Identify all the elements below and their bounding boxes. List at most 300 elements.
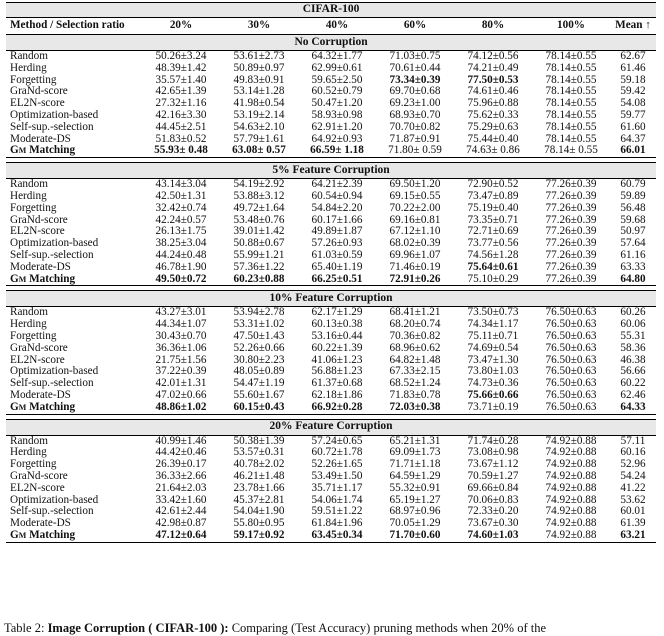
value-cell: 50.38±1.39 (233, 434, 285, 447)
value-cell: 78.14±0.55 (545, 73, 597, 86)
value-cell: 60.54±0.94 (311, 189, 363, 202)
section-heading: 5% Feature Corruption (6, 163, 656, 179)
table-row-ours (6, 530, 656, 542)
value-cell: 64.59±1.29 (389, 469, 441, 482)
value-cell: 49.89±1.87 (311, 225, 363, 238)
value-cell: 76.50±0.63 (545, 329, 597, 342)
value-cell: 71.71±1.18 (389, 458, 441, 471)
value-cell: 57.26±0.93 (311, 237, 363, 250)
mean-cell: 53.62 (620, 493, 646, 506)
mean-cell: 64.33 (610, 402, 656, 414)
value-cell: 42.01±1.31 (155, 377, 207, 390)
value-cell: 39.01±1.42 (233, 225, 285, 238)
value-cell: 75.64±0.61 (467, 260, 519, 273)
value-cell: 74.12±0.56 (467, 50, 519, 62)
value-cell: 68.20±0.74 (389, 318, 441, 331)
caption-bold: Image Corruption ( CIFAR-100 ): (47, 621, 229, 635)
value-cell: 60.52±0.79 (311, 85, 363, 98)
value-cell: 69.09±1.73 (389, 446, 441, 459)
value-cell: 74.92±0.88 (545, 505, 597, 518)
value-cell: 49.83±0.91 (233, 73, 285, 86)
value-cell: 76.50±0.63 (545, 365, 597, 378)
value-cell: 66.59± 1.18 (298, 145, 376, 157)
value-cell: 53.31±1.02 (233, 318, 285, 331)
value-cell: 77.50±0.53 (467, 73, 519, 86)
section-heading-row (6, 163, 656, 179)
value-cell: 68.93±0.70 (389, 108, 441, 121)
value-cell: 74.92±0.88 (545, 458, 597, 471)
value-cell: 61.84±1.96 (311, 517, 363, 530)
value-cell: 42.98±0.87 (155, 517, 207, 530)
value-cell: 76.50±0.63 (545, 318, 597, 331)
value-cell: 54.19±2.92 (233, 178, 285, 191)
value-cell: 43.27±3.01 (155, 306, 207, 319)
table-row-ours (6, 145, 656, 157)
value-cell: 23.78±1.66 (233, 481, 285, 494)
value-cell: 74.34±1.17 (467, 318, 519, 331)
method-cell: Self-sup.-selection (10, 505, 94, 518)
value-cell: 37.22±0.39 (155, 365, 207, 378)
value-cell: 72.71±0.69 (467, 225, 519, 238)
value-cell: 54.47±1.19 (233, 377, 285, 390)
value-cell: 68.97±0.96 (389, 505, 441, 518)
value-cell: 69.15±0.55 (389, 189, 441, 202)
value-cell: 73.50±0.73 (467, 306, 519, 319)
mean-cell: 63.33 (620, 260, 646, 273)
value-cell: 21.75±1.56 (155, 353, 207, 366)
value-cell: 69.50±1.20 (389, 178, 441, 191)
value-cell: 71.46±0.19 (389, 260, 441, 273)
value-cell: 73.67±1.12 (467, 458, 519, 471)
table-title: CIFAR-100 (6, 3, 656, 18)
column-header: Mean ↑ (610, 18, 656, 35)
method-cell: Moderate-DS (10, 517, 71, 530)
value-cell: 55.60±1.67 (233, 388, 285, 401)
value-cell: 48.86±1.02 (142, 402, 220, 414)
value-cell: 70.22±2.00 (389, 201, 441, 214)
value-cell: 55.32±0.91 (389, 481, 441, 494)
value-cell: 53.88±3.12 (233, 189, 285, 202)
value-cell: 50.89±0.97 (233, 61, 285, 74)
table-row (6, 390, 656, 402)
value-cell: 75.10±0.29 (454, 274, 532, 286)
column-header: 60% (376, 18, 454, 35)
method-cell: Random (10, 50, 48, 62)
mean-cell: 57.64 (620, 237, 646, 250)
value-cell: 65.40±1.19 (311, 260, 363, 273)
value-cell: 50.47±1.20 (311, 97, 363, 110)
value-cell: 42.50±1.31 (155, 189, 207, 202)
results-table (6, 2, 656, 543)
method-abbrev: Gm (10, 272, 27, 285)
section-heading: 10% Feature Corruption (6, 291, 656, 307)
value-cell: 71.03±0.75 (389, 50, 441, 62)
method-cell: Gm Matching (6, 530, 142, 542)
value-cell: 76.50±0.63 (545, 388, 597, 401)
mean-cell: 59.77 (620, 108, 646, 121)
value-cell: 51.83±0.52 (155, 132, 207, 145)
value-cell: 64.21±2.39 (311, 178, 363, 191)
method-cell: EL2N-score (10, 97, 65, 110)
value-cell: 60.17±1.66 (311, 213, 363, 226)
value-cell: 75.96±0.88 (467, 97, 519, 110)
method-cell: Self-sup.-selection (10, 120, 94, 133)
value-cell: 41.06±1.23 (311, 353, 363, 366)
method-cell: Forgetting (10, 329, 57, 342)
value-cell: 55.93± 0.48 (142, 145, 220, 157)
value-cell: 59.65±2.50 (311, 73, 363, 86)
value-cell: 27.32±1.16 (155, 97, 207, 110)
value-cell: 74.21±0.49 (467, 61, 519, 74)
mean-cell: 54.08 (620, 97, 646, 110)
value-cell: 36.36±1.06 (155, 341, 207, 354)
value-cell: 78.14±0.55 (545, 97, 597, 110)
mean-cell: 62.46 (620, 388, 646, 401)
value-cell: 67.33±2.15 (389, 365, 441, 378)
value-cell: 65.21±1.31 (389, 434, 441, 447)
method-cell: Herding (10, 318, 47, 331)
value-cell: 40.99±1.46 (155, 434, 207, 447)
value-cell: 44.24±0.48 (155, 248, 207, 261)
value-cell: 53.14±1.28 (233, 85, 285, 98)
value-cell: 32.42±0.74 (155, 201, 207, 214)
method-abbrev: Gm (10, 528, 27, 541)
value-cell: 30.43±0.70 (155, 329, 207, 342)
mean-cell: 58.36 (620, 341, 646, 354)
value-cell: 55.80±0.95 (233, 517, 285, 530)
value-cell: 64.32±1.77 (311, 50, 363, 62)
value-cell: 62.99±0.61 (311, 61, 363, 74)
value-cell: 46.21±1.48 (233, 469, 285, 482)
caption-text: Comparing (Test Accuracy) pruning methods when 20% of the (228, 621, 547, 635)
method-cell: Herding (10, 61, 47, 74)
value-cell: 74.63± 0.86 (454, 145, 532, 157)
column-header: 30% (220, 18, 298, 35)
method-cell: Optimization-based (10, 493, 99, 506)
value-cell: 78.14±0.55 (545, 85, 597, 98)
value-cell: 66.25±0.51 (298, 274, 376, 286)
mean-cell: 61.39 (620, 517, 646, 530)
mean-cell: 63.21 (610, 530, 656, 542)
section-heading: No Corruption (6, 35, 656, 51)
table-caption (4, 621, 664, 636)
method-cell: Herding (10, 189, 47, 202)
value-cell: 71.70±0.60 (376, 530, 454, 542)
table-row (6, 203, 656, 215)
value-cell: 73.80±1.03 (467, 365, 519, 378)
value-cell: 77.26±0.39 (545, 201, 597, 214)
value-cell: 64.92±0.93 (311, 132, 363, 145)
value-cell: 78.14±0.55 (545, 132, 597, 145)
column-header: 40% (298, 18, 376, 35)
value-cell: 57.36±1.22 (233, 260, 285, 273)
value-cell: 62.18±1.86 (311, 388, 363, 401)
mean-cell: 64.37 (620, 132, 646, 145)
value-cell: 26.13±1.75 (155, 225, 207, 238)
value-cell: 68.96±0.62 (389, 341, 441, 354)
value-cell: 63.45±0.34 (298, 530, 376, 542)
value-cell: 75.19±0.40 (467, 201, 519, 214)
value-cell: 77.26±0.39 (545, 178, 597, 191)
column-header: Method / Selection ratio (6, 18, 142, 35)
section-heading-row (6, 291, 656, 307)
value-cell: 44.45±2.51 (155, 120, 207, 133)
column-header: 100% (532, 18, 610, 35)
value-cell: 73.35±0.71 (467, 213, 519, 226)
value-cell: 74.92±0.88 (545, 446, 597, 459)
table-row (6, 122, 656, 134)
value-cell: 44.34±1.07 (155, 318, 207, 331)
method-cell: Forgetting (10, 201, 57, 214)
value-cell: 42.65±1.39 (155, 85, 207, 98)
value-cell: 60.13±0.38 (311, 318, 363, 331)
method-cell: Optimization-based (10, 108, 99, 121)
value-cell: 74.92±0.88 (545, 434, 597, 447)
value-cell: 57.24±0.65 (311, 434, 363, 447)
method-cell: Random (10, 306, 48, 319)
value-cell: 35.57±1.40 (155, 73, 207, 86)
value-cell: 73.47±0.89 (467, 189, 519, 202)
method-cell: Random (10, 178, 48, 191)
table-row (6, 63, 656, 75)
method-cell: EL2N-score (10, 353, 65, 366)
value-cell: 35.71±1.17 (311, 481, 363, 494)
table-row (6, 110, 656, 122)
value-cell: 54.84±2.20 (311, 201, 363, 214)
caption-label: Table 2: (4, 621, 45, 635)
value-cell: 70.70±0.82 (389, 120, 441, 133)
mean-cell: 60.79 (620, 178, 646, 191)
value-cell: 59.17±0.92 (220, 530, 298, 542)
value-cell: 66.92±0.28 (298, 402, 376, 414)
table-row (6, 51, 656, 63)
mean-cell: 50.97 (620, 225, 646, 238)
column-header: 80% (454, 18, 532, 35)
value-cell: 74.61±0.46 (467, 85, 519, 98)
mean-cell: 61.16 (620, 248, 646, 261)
value-cell: 61.37±0.68 (311, 377, 363, 390)
method-cell: EL2N-score (10, 481, 65, 494)
value-cell: 43.14±3.04 (155, 178, 207, 191)
mean-cell: 60.16 (620, 446, 646, 459)
method-cell: EL2N-score (10, 225, 65, 238)
value-cell: 77.26±0.39 (545, 213, 597, 226)
value-cell: 69.66±0.84 (467, 481, 519, 494)
value-cell: 70.05±1.29 (389, 517, 441, 530)
value-cell: 76.50±0.63 (532, 402, 610, 414)
value-cell: 70.36±0.82 (389, 329, 441, 342)
value-cell: 76.50±0.63 (545, 306, 597, 319)
table-row (6, 250, 656, 262)
method-cell: Optimization-based (10, 237, 99, 250)
mean-cell: 60.26 (620, 306, 646, 319)
mean-cell: 61.46 (620, 61, 646, 74)
value-cell: 49.50±0.72 (142, 274, 220, 286)
method-cell: Moderate-DS (10, 260, 71, 273)
table-row (6, 262, 656, 274)
value-cell: 72.90±0.52 (467, 178, 519, 191)
value-cell: 74.92±0.88 (532, 530, 610, 542)
results-table-body (6, 3, 656, 543)
value-cell: 78.14± 0.55 (532, 145, 610, 157)
value-cell: 70.06±0.83 (467, 493, 519, 506)
method-cell: Forgetting (10, 458, 57, 471)
value-cell: 61.03±0.59 (311, 248, 363, 261)
value-cell: 53.94±2.78 (233, 306, 285, 319)
value-cell: 46.78±1.90 (155, 260, 207, 273)
value-cell: 75.62±0.33 (467, 108, 519, 121)
section-heading: 20% Feature Corruption (6, 419, 656, 435)
value-cell: 42.61±2.44 (155, 505, 207, 518)
value-cell: 52.26±1.65 (311, 458, 363, 471)
table-row (6, 191, 656, 203)
value-cell: 76.50±0.63 (545, 353, 597, 366)
value-cell: 71.87±0.91 (389, 132, 441, 145)
value-cell: 60.22±1.39 (311, 341, 363, 354)
value-cell: 47.12±0.64 (142, 530, 220, 542)
value-cell: 26.39±0.17 (155, 458, 207, 471)
method-cell: GraNd-score (10, 85, 68, 98)
value-cell: 72.33±0.20 (467, 505, 519, 518)
value-cell: 54.04±1.90 (233, 505, 285, 518)
mean-cell: 56.66 (620, 365, 646, 378)
value-cell: 74.92±0.88 (545, 493, 597, 506)
mean-cell: 66.01 (610, 145, 656, 157)
value-cell: 53.19±2.14 (233, 108, 285, 121)
value-cell: 52.26±0.66 (233, 341, 285, 354)
value-cell: 75.44±0.40 (467, 132, 519, 145)
value-cell: 53.16±0.44 (311, 329, 363, 342)
mean-cell: 52.96 (620, 458, 646, 471)
method-cell: Gm Matching (6, 274, 142, 286)
mean-cell: 59.89 (620, 189, 646, 202)
value-cell: 30.80±2.23 (233, 353, 285, 366)
value-cell: 72.91±0.26 (376, 274, 454, 286)
table-row (6, 343, 656, 355)
value-cell: 74.60±1.03 (454, 530, 532, 542)
value-cell: 74.69±0.54 (467, 341, 519, 354)
method-cell: Herding (10, 446, 47, 459)
table-row (6, 471, 656, 483)
value-cell: 65.19±1.27 (389, 493, 441, 506)
value-cell: 73.47±1.30 (467, 353, 519, 366)
value-cell: 72.03±0.38 (376, 402, 454, 414)
value-cell: 67.12±1.10 (389, 225, 441, 238)
value-cell: 36.33±2.66 (155, 469, 207, 482)
mean-cell: 59.18 (620, 73, 646, 86)
value-cell: 62.17±1.29 (311, 306, 363, 319)
value-cell: 73.67±0.30 (467, 517, 519, 530)
value-cell: 21.64±2.03 (155, 481, 207, 494)
table-row-ours (6, 402, 656, 414)
results-table-container (6, 2, 651, 543)
value-cell: 68.41±1.21 (389, 306, 441, 319)
value-cell: 49.72±1.64 (233, 201, 285, 214)
method-cell: Gm Matching (6, 145, 142, 157)
method-cell: Self-sup.-selection (10, 377, 94, 390)
value-cell: 75.66±0.66 (467, 388, 519, 401)
table-row-ours (6, 274, 656, 286)
value-cell: 48.05±0.89 (233, 365, 285, 378)
value-cell: 47.02±0.66 (155, 388, 207, 401)
value-cell: 59.51±1.22 (311, 505, 363, 518)
value-cell: 75.11±0.71 (467, 329, 519, 342)
method-cell: Optimization-based (10, 365, 99, 378)
value-cell: 77.26±0.39 (545, 225, 597, 238)
value-cell: 33.42±1.60 (155, 493, 207, 506)
value-cell: 74.92±0.88 (545, 481, 597, 494)
value-cell: 76.50±0.63 (545, 341, 597, 354)
value-cell: 54.63±2.10 (233, 120, 285, 133)
value-cell: 70.59±1.27 (467, 469, 519, 482)
value-cell: 58.93±0.98 (311, 108, 363, 121)
value-cell: 60.23±0.88 (220, 274, 298, 286)
table-title-row (6, 3, 656, 18)
method-abbrev: Gm (10, 144, 27, 157)
section-heading-row (6, 419, 656, 435)
value-cell: 74.92±0.88 (545, 517, 597, 530)
mean-cell: 64.80 (610, 274, 656, 286)
method-cell: GraNd-score (10, 213, 68, 226)
mean-cell: 60.22 (620, 377, 646, 390)
method-cell: Random (10, 434, 48, 447)
value-cell: 78.14±0.55 (545, 108, 597, 121)
value-cell: 62.91±1.20 (311, 120, 363, 133)
value-cell: 77.26±0.39 (545, 189, 597, 202)
value-cell: 78.14±0.55 (545, 61, 597, 74)
mean-cell: 41.22 (620, 481, 646, 494)
value-cell: 69.70±0.68 (389, 85, 441, 98)
value-cell: 54.06±1.74 (311, 493, 363, 506)
value-cell: 53.61±2.73 (233, 50, 285, 62)
value-cell: 42.24±0.57 (155, 213, 207, 226)
value-cell: 56.88±1.23 (311, 365, 363, 378)
mean-cell: 46.38 (620, 353, 646, 366)
value-cell: 73.08±0.98 (467, 446, 519, 459)
value-cell: 78.14±0.55 (545, 120, 597, 133)
value-cell: 41.98±0.54 (233, 97, 285, 110)
value-cell: 69.16±0.81 (389, 213, 441, 226)
mean-cell: 60.06 (620, 318, 646, 331)
value-cell: 71.80± 0.59 (376, 145, 454, 157)
value-cell: 77.26±0.39 (532, 274, 610, 286)
method-cell: Moderate-DS (10, 388, 71, 401)
value-cell: 50.88±0.67 (233, 237, 285, 250)
method-cell: Self-sup.-selection (10, 248, 94, 261)
value-cell: 50.26±3.24 (155, 50, 207, 62)
value-cell: 47.50±1.43 (233, 329, 285, 342)
value-cell: 44.42±0.46 (155, 446, 207, 459)
value-cell: 68.02±0.39 (389, 237, 441, 250)
value-cell: 78.14±0.55 (545, 50, 597, 62)
value-cell: 73.71±0.19 (454, 402, 532, 414)
value-cell: 38.25±3.04 (155, 237, 207, 250)
value-cell: 75.29±0.63 (467, 120, 519, 133)
section-heading-row (6, 35, 656, 51)
column-header: 20% (142, 18, 220, 35)
table-row (6, 483, 656, 495)
value-cell: 74.56±1.28 (467, 248, 519, 261)
mean-cell: 55.31 (620, 329, 646, 342)
value-cell: 74.92±0.88 (545, 469, 597, 482)
value-cell: 71.74±0.28 (467, 434, 519, 447)
value-cell: 48.39±1.42 (155, 61, 207, 74)
value-cell: 73.77±0.56 (467, 237, 519, 250)
value-cell: 71.83±0.78 (389, 388, 441, 401)
mean-cell: 61.60 (620, 120, 646, 133)
method-cell: GraNd-score (10, 341, 68, 354)
mean-cell: 60.01 (620, 505, 646, 518)
